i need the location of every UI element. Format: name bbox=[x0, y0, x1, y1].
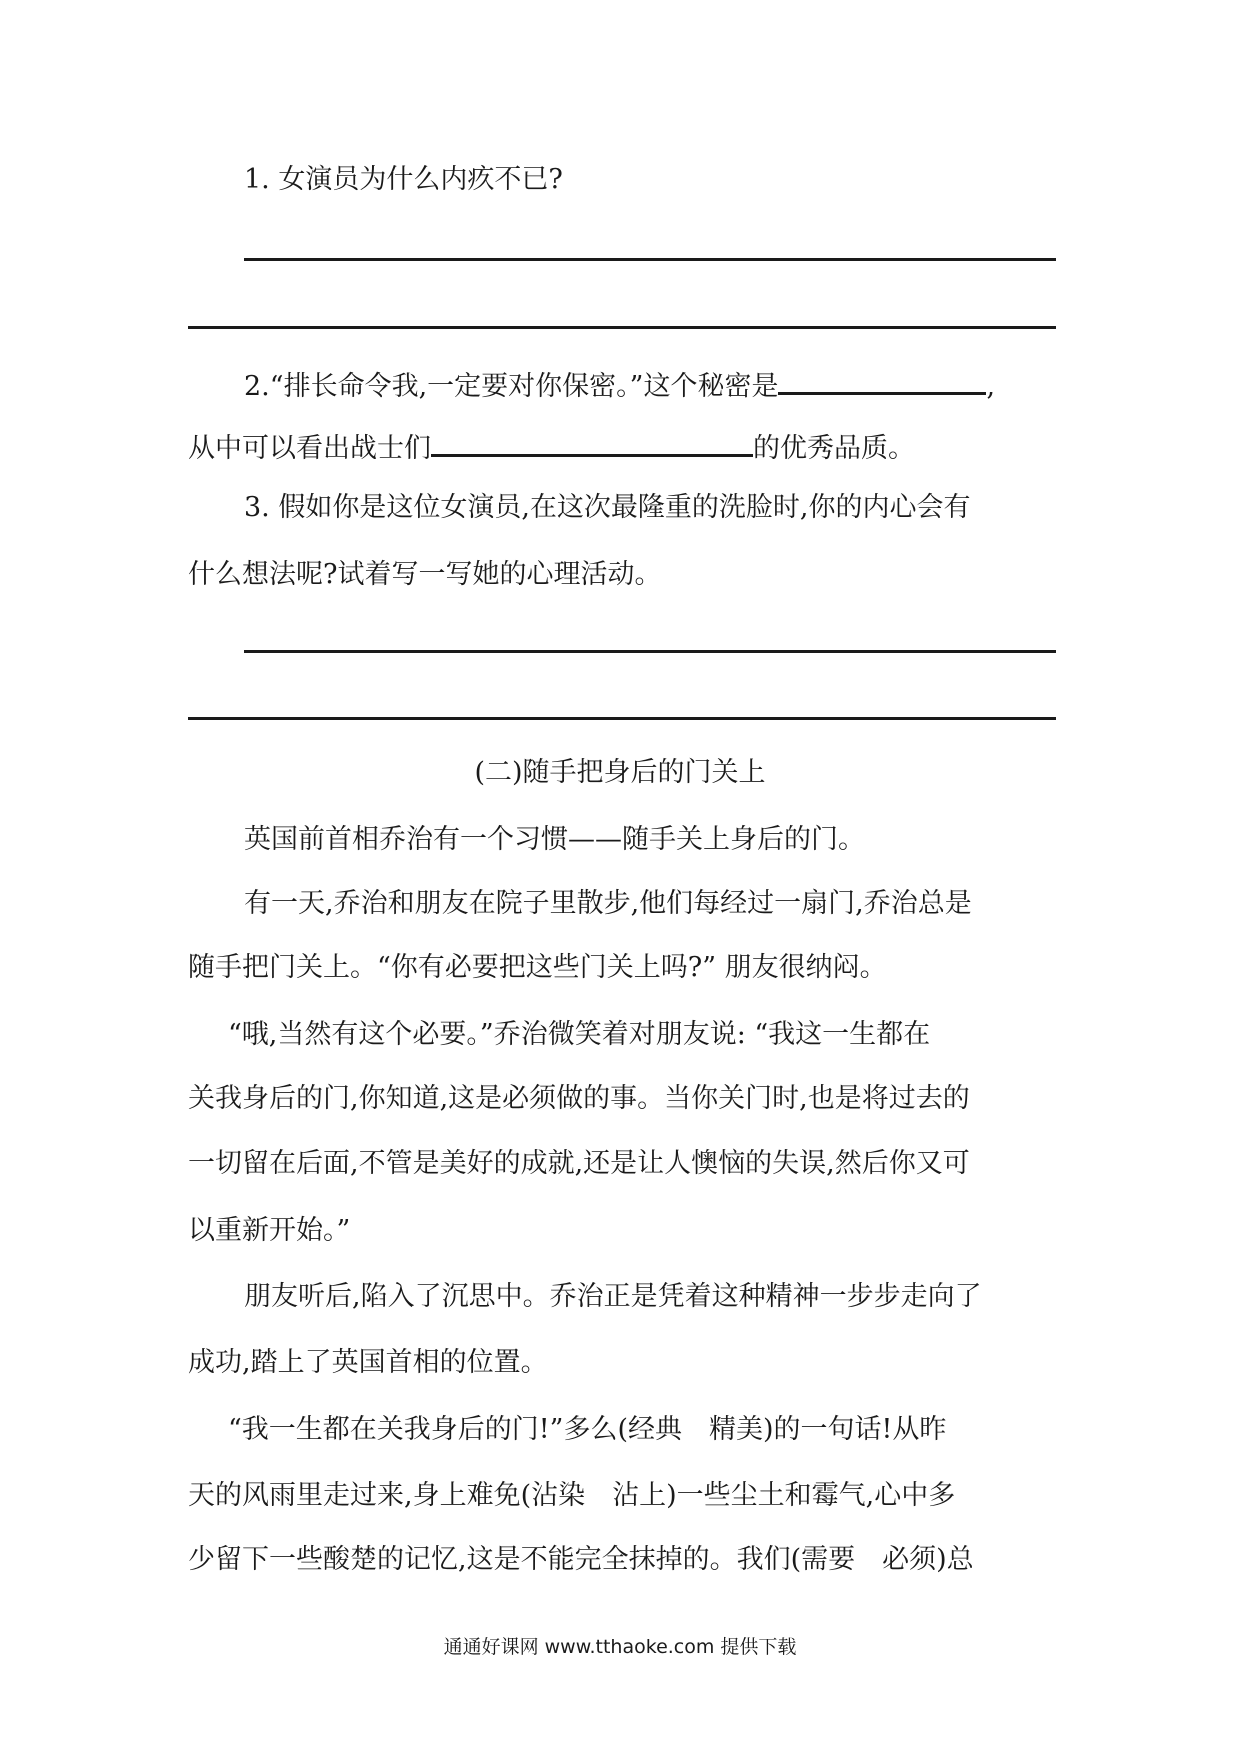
passage-line: 关我身后的门,你知道,这是必须做的事。当你关门时,也是将过去的 bbox=[188, 1083, 970, 1114]
answer-line-1a[interactable] bbox=[244, 258, 1056, 261]
passage-line: 有一天,乔治和朋友在院子里散步,他们每经过一扇门,乔治总是 bbox=[244, 888, 972, 919]
passage-line: 朋友听后,陷入了沉思中。乔治正是凭着这种精神一步步走向了 bbox=[244, 1281, 982, 1312]
answer-blank-quality[interactable] bbox=[431, 424, 753, 457]
passage-line: 成功,踏上了英国首相的位置。 bbox=[188, 1347, 548, 1378]
passage-line: 少留下一些酸楚的记忆,这是不能完全抹掉的。我们(需要 必须)总 bbox=[188, 1544, 974, 1575]
question-1 bbox=[244, 160, 563, 200]
passage-line: 随手把门关上。“你有必要把这些门关上吗?” 朋友很纳闷。 bbox=[188, 952, 887, 983]
passage-line: 天的风雨里走过来,身上难免(沾染 沾上)一些尘土和霉气,心中多 bbox=[188, 1480, 956, 1511]
question-1-text: 1. 女演员为什么内疚不已? bbox=[244, 164, 563, 195]
passage-line: “我一生都在关我身后的门!”多么(经典 精美)的一句话!从昨 bbox=[228, 1414, 947, 1445]
answer-line-3b[interactable] bbox=[188, 717, 1056, 720]
question-2-line-1 bbox=[244, 362, 995, 402]
footer-download-note: 通通好课网 www.tthaoke.com 提供下载 bbox=[443, 1636, 797, 1658]
question-2-line-2-end: 的优秀品质。 bbox=[753, 433, 915, 464]
answer-blank-secret[interactable] bbox=[778, 362, 986, 395]
question-3-line-2 bbox=[188, 555, 661, 595]
question-3-text-1: 3. 假如你是这位女演员,在这次最隆重的洗脸时,你的内心会有 bbox=[244, 492, 971, 523]
passage-line: 以重新开始。” bbox=[188, 1215, 351, 1246]
passage-line: “哦,当然有这个必要。”乔治微笑着对朋友说: “我这一生都在 bbox=[228, 1019, 931, 1050]
passage-line: 英国前首相乔治有一个习惯——随手关上身后的门。 bbox=[244, 824, 865, 855]
question-2-text: 2.“排长命令我,一定要对你保密。”这个秘密是 bbox=[244, 371, 779, 402]
answer-line-3a[interactable] bbox=[244, 650, 1056, 653]
answer-line-1b[interactable] bbox=[188, 326, 1056, 329]
passage-title: (二)随手把身后的门关上 bbox=[474, 757, 766, 788]
question-2-line-2-text: 从中可以看出战士们 bbox=[188, 433, 431, 464]
question-3-text-2: 什么想法呢?试着写一写她的心理活动。 bbox=[188, 559, 662, 590]
question-3-line-1 bbox=[244, 488, 971, 528]
passage-line: 一切留在后面,不管是美好的成就,还是让人懊恼的失误,然后你又可 bbox=[188, 1148, 970, 1179]
question-2-comma: , bbox=[986, 371, 996, 402]
question-2-line-2 bbox=[188, 424, 915, 464]
